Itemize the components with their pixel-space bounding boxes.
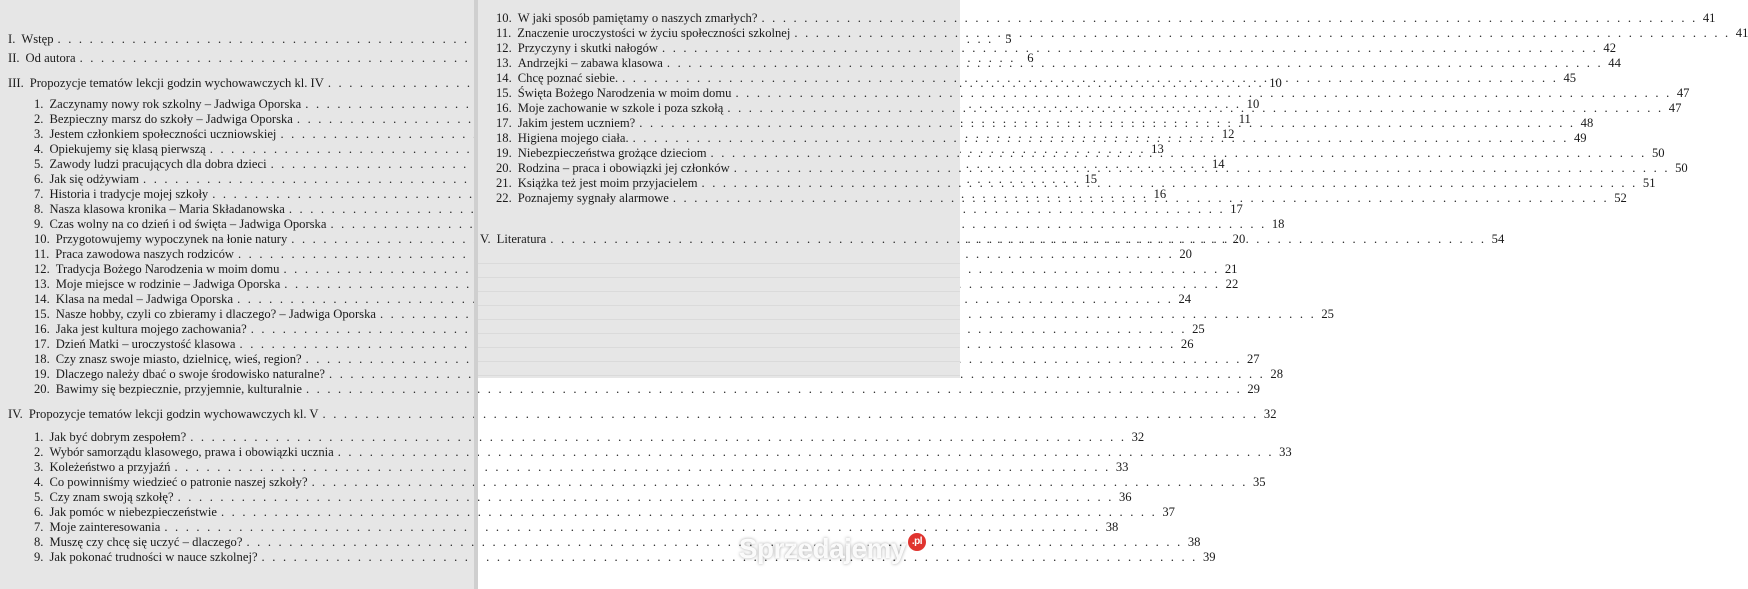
- toc-leader-dots: [312, 475, 1248, 489]
- toc-leader-dots: [761, 11, 1697, 25]
- toc-leader-dots: [178, 490, 1114, 504]
- toc-title: Dzień Matki – uroczystość klasowa: [55, 337, 236, 351]
- toc-page-number: 41: [1702, 11, 1716, 25]
- toc-item-row: [34, 367, 1283, 381]
- toc-page-number: 52: [1614, 191, 1627, 205]
- toc-page-number: 47: [1668, 101, 1682, 115]
- toc-item-row: [34, 475, 1266, 489]
- toc-item-row: [496, 26, 1748, 40]
- toc-item-row: [34, 490, 1132, 504]
- toc-item-row: [34, 307, 1334, 321]
- toc-number: 9.: [34, 217, 44, 231]
- toc-title: Zawody ludzi pracujących dla dobra dzieci: [49, 157, 267, 171]
- toc-title: Bezpieczny marsz do szkoły – Jadwiga Oporska: [49, 112, 293, 126]
- toc-leader-dots: [735, 86, 1671, 100]
- toc-page-number: 33: [1279, 445, 1292, 459]
- toc-number: 2.: [34, 112, 44, 126]
- toc-number: 1.: [34, 430, 44, 444]
- toc-page-number: 14: [1212, 157, 1225, 171]
- toc-title: Książka też jest moim przyjacielem: [517, 176, 698, 190]
- toc-number: 6.: [34, 172, 44, 186]
- toc-title: Higiena mojego ciała.: [517, 131, 629, 145]
- toc-number: 14.: [496, 71, 512, 85]
- toc-number: 18.: [496, 131, 512, 145]
- toc-number: 4.: [34, 142, 44, 156]
- toc-leader-dots: [262, 550, 1198, 564]
- toc-title: Propozycje tematów lekcji godzin wychowawczych kl. IV: [29, 76, 324, 90]
- toc-leader-dots: [174, 460, 1110, 474]
- toc-title: Muszę czy chcę się uczyć – dlaczego?: [49, 535, 243, 549]
- toc-title: Czas wolny na co dzień i od święta – Jadwiga Oporska: [49, 217, 327, 231]
- toc-page-number: 49: [1574, 131, 1587, 145]
- toc-number: 3.: [34, 460, 44, 474]
- toc-title: Wstęp: [21, 32, 54, 46]
- toc-number: 1.: [34, 97, 44, 111]
- toc-page-number: 16: [1153, 187, 1167, 201]
- toc-title: Poznajemy sygnały alarmowe: [517, 191, 669, 205]
- toc-item-row: [34, 202, 1243, 216]
- toc-page-number: 12: [1221, 127, 1235, 141]
- toc-title: Od autora: [25, 51, 76, 65]
- toc-title: Moje zainteresowania: [49, 520, 161, 534]
- toc-page-number: 32: [1131, 430, 1145, 444]
- toc-page-number: 13: [1151, 142, 1164, 156]
- toc-title: Jaka jest kultura mojego zachowania?: [55, 322, 247, 336]
- toc-number: 10.: [34, 232, 50, 246]
- toc-leader-dots: [164, 520, 1100, 534]
- toc-title: Jak się odżywiam: [49, 172, 139, 186]
- toc-number: IV.: [8, 407, 23, 421]
- toc-item-row: [34, 352, 1260, 366]
- toc-title: Praca zawodowa naszych rodziców: [55, 247, 234, 261]
- toc-page-number: 38: [1187, 535, 1201, 549]
- toc-number: I.: [8, 32, 16, 46]
- toc-leader-dots: [734, 161, 1670, 175]
- toc-page-number: 47: [1676, 86, 1690, 100]
- toc-page-number: 17: [1230, 202, 1243, 216]
- toc-title: Co powinniśmy wiedzieć o patronie naszej szkoły?: [49, 475, 308, 489]
- toc-page-number: 27: [1247, 352, 1260, 366]
- toc-page-number: 54: [1491, 232, 1505, 246]
- toc-number: 17.: [496, 116, 512, 130]
- toc-leader-dots: [711, 146, 1647, 160]
- toc-item-row: [496, 86, 1690, 100]
- toc-title: Święta Bożego Narodzenia w moim domu: [517, 86, 732, 100]
- toc-page-number: 20: [1179, 247, 1192, 261]
- toc-title: Nasze hobby, czyli co zbieramy i dlaczego? – Jadwiga Oporska: [55, 307, 376, 321]
- toc-leader-dots: [702, 176, 1638, 190]
- toc-page-number: 24: [1178, 292, 1192, 306]
- toc-leader-dots: [794, 26, 1730, 40]
- toc-title: Przygotowujemy wypoczynek na łonie natury: [55, 232, 288, 246]
- toc-number: II.: [8, 51, 20, 65]
- toc-title: Klasa na medal – Jadwiga Oporska: [55, 292, 234, 306]
- toc-page-number: 44: [1608, 56, 1621, 70]
- toc-title: Andrzejki – zabawa klasowa: [517, 56, 663, 70]
- toc-number: 4.: [34, 475, 44, 489]
- toc-number: 9.: [34, 550, 44, 564]
- toc-title: Nasza klasowa kronika – Maria Składanowska: [49, 202, 285, 216]
- toc-title: W jaki sposób pamiętamy o naszych zmarłych?: [517, 11, 758, 25]
- toc-item-row: [34, 262, 1238, 276]
- toc-page-number: 29: [1247, 382, 1260, 396]
- toc-number: 13.: [496, 56, 512, 70]
- toc-title: Przyczyny i skutki nałogów: [517, 41, 659, 55]
- toc-page-number: 10: [1246, 97, 1260, 111]
- toc-item-row: [34, 382, 1260, 396]
- toc-leader-dots: [246, 535, 1182, 549]
- toc-title: Jestem członkiem społeczności uczniowskiej: [49, 127, 277, 141]
- toc-page-number: 6: [1027, 51, 1034, 65]
- toc-number: 10.: [496, 11, 512, 25]
- toc-number: V.: [480, 232, 491, 246]
- toc-page-number: 45: [1563, 71, 1577, 85]
- toc-number: 15.: [496, 86, 512, 100]
- toc-page-number: 39: [1202, 550, 1216, 564]
- toc-number: 12.: [496, 41, 512, 55]
- toc-title: Propozycje tematów lekcji godzin wychowawczych kl. V: [28, 407, 319, 421]
- toc-leader-dots: [221, 505, 1157, 519]
- toc-title: Jak pokonać trudności w nauce szkolnej?: [49, 550, 258, 564]
- toc-number: 13.: [34, 277, 50, 291]
- watermark-logo: [739, 533, 926, 565]
- toc-title: Historia i tradycje mojej szkoły: [49, 187, 209, 201]
- toc-leader-dots: [727, 101, 1663, 115]
- toc-number: 2.: [34, 445, 44, 459]
- toc-number: 22.: [496, 191, 512, 205]
- toc-item-row: [34, 445, 1292, 459]
- toc-leader-dots: [323, 407, 1259, 421]
- toc-title: Czy znasz swoje miasto, dzielnicę, wieś, region?: [55, 352, 302, 366]
- toc-number: 5.: [34, 157, 44, 171]
- toc-number: 7.: [34, 187, 44, 201]
- toc-page-number: 38: [1105, 520, 1119, 534]
- toc-leader-dots: [306, 382, 1242, 396]
- toc-number: 12.: [34, 262, 50, 276]
- toc-number: 19.: [496, 146, 512, 160]
- toc-leader-dots: [622, 71, 1558, 85]
- toc-number: 16.: [496, 101, 512, 115]
- toc-leader-dots: [662, 41, 1598, 55]
- toc-page-number: 18: [1271, 217, 1285, 231]
- toc-page-number: 50: [1651, 146, 1665, 160]
- toc-leader-dots: [633, 131, 1569, 145]
- toc-title: Znaczenie uroczystości w życiu społeczności szkolnej: [517, 26, 791, 40]
- toc-page-number: 25: [1192, 322, 1205, 336]
- toc-item-row: [34, 337, 1194, 351]
- toc-title: Wybór samorządu klasowego, prawa i obowiązki ucznia: [49, 445, 334, 459]
- toc-number: 21.: [496, 176, 512, 190]
- toc-page-number: 42: [1603, 41, 1616, 55]
- toc-number: 17.: [34, 337, 50, 351]
- watermark-text: Sprzedajemy: [738, 533, 906, 564]
- toc-title: Bawimy się bezpiecznie, przyjemnie, kulturalnie: [55, 382, 302, 396]
- toc-title: Zaczynamy nowy rok szkolny – Jadwiga Oporska: [49, 97, 302, 111]
- toc-page-number: 20: [1232, 232, 1246, 246]
- toc-item-row: [34, 277, 1239, 291]
- toc-number: 6.: [34, 505, 44, 519]
- toc-title: Jak być dobrym zespołem?: [49, 430, 187, 444]
- toc-number: 20.: [34, 382, 50, 396]
- toc-page-number: 10: [1269, 76, 1282, 90]
- toc-item-row: [34, 217, 1285, 231]
- toc-page-number: 33: [1115, 460, 1129, 474]
- toc-title: Jakim jestem uczniem?: [517, 116, 636, 130]
- watermark-badge: .pl: [908, 533, 926, 551]
- toc-page-number: 21: [1224, 262, 1238, 276]
- toc-number: 3.: [34, 127, 44, 141]
- toc-number: 18.: [34, 352, 50, 366]
- toc-number: 8.: [34, 202, 44, 216]
- toc-leader-dots: [190, 430, 1126, 444]
- toc-item-row: [496, 11, 1716, 25]
- toc-page-number: 25: [1321, 307, 1334, 321]
- toc-item-row: [34, 460, 1129, 474]
- toc-title: Opiekujemy się klasą pierwszą: [49, 142, 206, 156]
- toc-number: 19.: [34, 367, 50, 381]
- toc-page-number: 51: [1642, 176, 1656, 190]
- toc-page-number: 15: [1084, 172, 1097, 186]
- toc-title: Rodzina – praca i obowiązki jej członków: [517, 161, 730, 175]
- toc-number: 14.: [34, 292, 50, 306]
- toc-page-number: 48: [1580, 116, 1594, 130]
- toc-number: 15.: [34, 307, 50, 321]
- toc-number: 8.: [34, 535, 44, 549]
- toc-page-number: 11: [1238, 112, 1251, 126]
- toc-title: Moje miejsce w rodzinie – Jadwiga Oporska: [55, 277, 281, 291]
- toc-item-row: [34, 430, 1145, 444]
- toc-item-row: [496, 41, 1616, 55]
- toc-number: 11.: [34, 247, 50, 261]
- toc-number: 11.: [496, 26, 512, 40]
- toc-item-row: [34, 550, 1216, 564]
- toc-leader-dots: [550, 232, 1486, 246]
- toc-page-number: 28: [1270, 367, 1283, 381]
- toc-item-row: [34, 322, 1205, 336]
- toc-item-row: [34, 247, 1192, 261]
- toc-page-number: 41: [1735, 26, 1748, 40]
- toc-page-number: 35: [1252, 475, 1266, 489]
- toc-item-row: [34, 520, 1119, 534]
- toc-page-number: 22: [1225, 277, 1239, 291]
- toc-title: Literatura: [496, 232, 547, 246]
- toc-number: III.: [8, 76, 24, 90]
- toc-page-number: 5: [1005, 32, 1012, 46]
- toc-item-row: [34, 505, 1175, 519]
- toc-title: Koleżeństwo a przyjaźń: [49, 460, 171, 474]
- toc-leader-dots: [639, 116, 1575, 130]
- toc-page-number: 32: [1263, 407, 1277, 421]
- toc-leader-dots: [667, 56, 1603, 70]
- toc-leader-dots: [338, 445, 1274, 459]
- toc-item-row: [34, 292, 1192, 306]
- toc-title: Czy znam swoją szkołę?: [49, 490, 174, 504]
- toc-title: Tradycja Bożego Narodzenia w moim domu: [55, 262, 280, 276]
- toc-number: 16.: [34, 322, 50, 336]
- toc-title: Niebezpieczeństwa grożące dzieciom: [517, 146, 707, 160]
- toc-number: 5.: [34, 490, 44, 504]
- toc-title: Dlaczego należy dbać o swoje środowisko naturalne?: [55, 367, 326, 381]
- toc-page-number: 50: [1675, 161, 1688, 175]
- toc-page-number: 26: [1180, 337, 1194, 351]
- toc-section-row: [8, 407, 1277, 421]
- toc-title: Moje zachowanie w szkole i poza szkołą: [517, 101, 724, 115]
- toc-leader-dots: [673, 191, 1609, 205]
- toc-title: Chcę poznać siebie.: [517, 71, 619, 85]
- toc-number: 7.: [34, 520, 44, 534]
- toc-item-row: [496, 56, 1621, 70]
- toc-page-number: 36: [1119, 490, 1132, 504]
- toc-page-number: 37: [1162, 505, 1175, 519]
- toc-number: 20.: [496, 161, 512, 175]
- toc-title: Jak pomóc w niebezpieczeństwie: [49, 505, 217, 519]
